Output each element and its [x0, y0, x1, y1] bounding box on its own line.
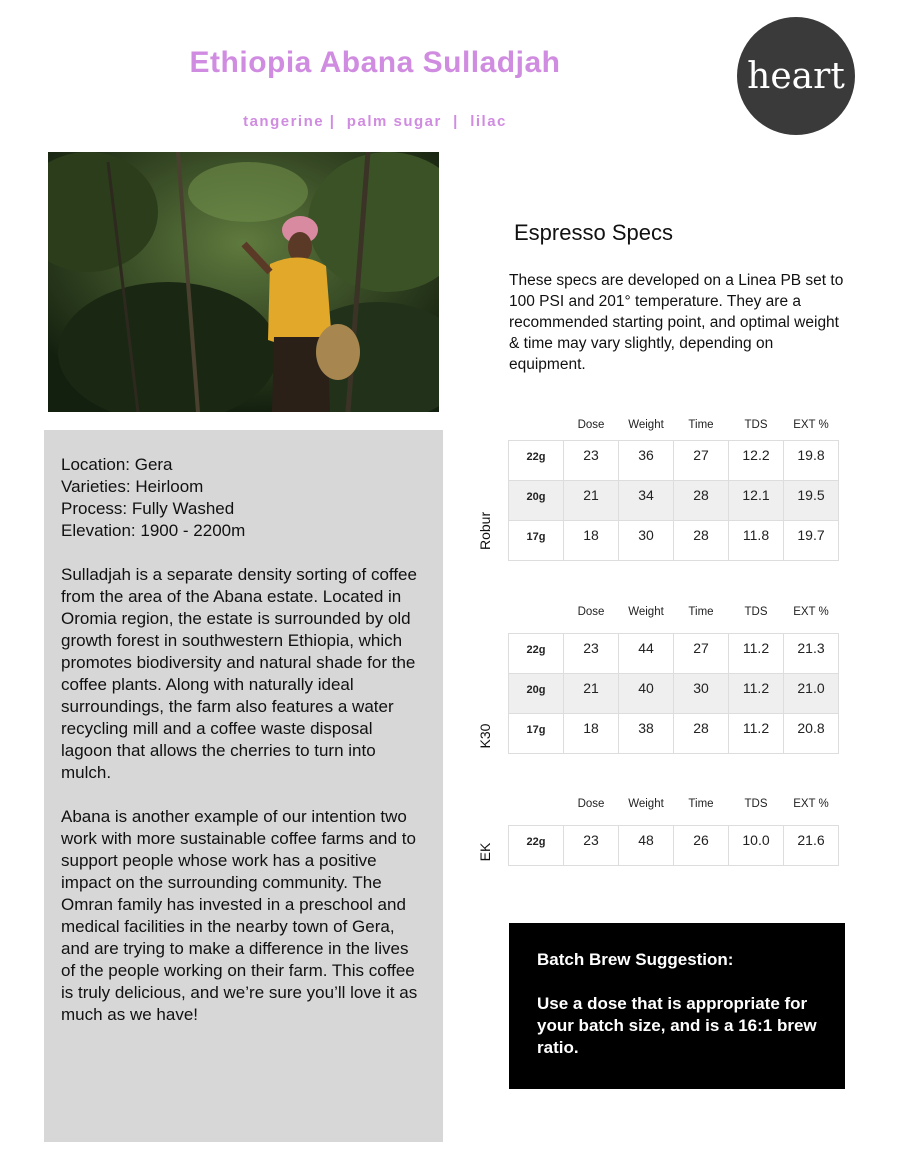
table-cell: 30	[674, 674, 729, 714]
dose-label: 20g	[509, 674, 564, 714]
table-row	[509, 521, 839, 561]
column-header: Time	[688, 606, 714, 618]
column-header: Time	[688, 419, 714, 431]
batch-brew-box	[509, 923, 845, 1089]
table-cell: 28	[674, 481, 729, 521]
grinder-label: Robur	[477, 511, 493, 550]
sustainability-paragraph: Abana is another example of our intention two work with more sustainable coffee farms and to support people whose work has a positive impact on the surrounding community. The Omran family has invested in a preschool and medical facilities in the nearby town of Gera, and are trying to make a difference in the lives of the people working on their farm. This coffee is truly delicious, and we’re sure you’ll love it as much as we have!	[61, 807, 418, 1024]
grinder-label: EK	[477, 842, 493, 862]
table-row	[509, 481, 839, 521]
table-cell: 23	[564, 826, 619, 866]
table-cell: 34	[619, 481, 674, 521]
origin-info-panel	[44, 430, 443, 1142]
logo-text: heart	[747, 55, 845, 97]
table-cell: 36	[619, 441, 674, 481]
column-header: Weight	[628, 798, 664, 810]
column-header: Dose	[577, 798, 605, 810]
table-cell: 44	[619, 634, 674, 674]
table-cell: 10.0	[729, 826, 784, 866]
table-cell: 40	[619, 674, 674, 714]
dose-label: 20g	[509, 481, 564, 521]
table-cell: 27	[674, 634, 729, 674]
table-cell: 20.8	[784, 714, 839, 754]
table-cell: 21.0	[784, 674, 839, 714]
table-row	[509, 674, 839, 714]
table-cell: 18	[564, 714, 619, 754]
column-header: TDS	[744, 798, 768, 810]
table-cell: 21	[564, 481, 619, 521]
table-row	[509, 826, 839, 866]
table-cell: 27	[674, 441, 729, 481]
dose-label: 22g	[509, 634, 564, 674]
column-header: TDS	[744, 419, 768, 431]
column-header: EXT %	[793, 419, 829, 431]
column-header: Weight	[628, 606, 664, 618]
table-row	[509, 714, 839, 754]
table-cell: 18	[564, 521, 619, 561]
table-row	[509, 441, 839, 481]
table-cell: 11.2	[729, 714, 784, 754]
farm-photo-illustration	[48, 152, 439, 412]
table-cell: 23	[564, 634, 619, 674]
farm-photo	[48, 152, 439, 412]
table-cell: 19.7	[784, 521, 839, 561]
column-header: Dose	[577, 606, 605, 618]
varieties-line: Varieties: Heirloom	[61, 477, 204, 496]
description-paragraph: Sulladjah is a separate density sorting of coffee from the area of the Abana estate. Located in Oromia region, the estate is surrounded by old growth forest in southwestern Ethiopia, which promotes biodiversity and natural shade for the coffee plants. Along with naturally ideal surroundings, the farm also features a water recycling mill and a coffee waste disposal lagoon that allows the cherries to turn into mulch.	[61, 565, 417, 782]
coffee-title: Ethiopia Abana Sulladjah	[189, 46, 561, 79]
table-cell: 19.5	[784, 481, 839, 521]
table-cell: 28	[674, 521, 729, 561]
espresso-specs-description: These specs are developed on a Linea PB set to 100 PSI and 201° temperature. They are a recommended starting point, and optimal weight & time may vary slightly, depending on equipment.	[509, 272, 844, 373]
column-header: EXT %	[793, 798, 829, 810]
dose-label: 22g	[509, 441, 564, 481]
grinder-label: K30	[477, 723, 493, 749]
table-cell: 12.1	[729, 481, 784, 521]
dose-label: 17g	[509, 521, 564, 561]
table-cell: 21	[564, 674, 619, 714]
column-header: Dose	[577, 419, 605, 431]
column-header: Time	[688, 798, 714, 810]
brand-logo	[737, 17, 855, 135]
location-line: Location: Gera	[61, 455, 173, 474]
table-cell: 11.2	[729, 674, 784, 714]
dose-label: 17g	[509, 714, 564, 754]
batch-brew-text: Use a dose that is appropriate for your batch size, and is a 16:1 brew ratio.	[537, 994, 817, 1057]
table-cell: 26	[674, 826, 729, 866]
table-cell: 21.6	[784, 826, 839, 866]
table-row	[509, 634, 839, 674]
espresso-specs-heading: Espresso Specs	[514, 220, 673, 245]
table-cell: 28	[674, 714, 729, 754]
table-cell: 12.2	[729, 441, 784, 481]
table-cell: 11.2	[729, 634, 784, 674]
table-cell: 48	[619, 826, 674, 866]
column-header: TDS	[744, 606, 768, 618]
dose-label: 22g	[509, 826, 564, 866]
table-cell: 30	[619, 521, 674, 561]
table-cell: 19.8	[784, 441, 839, 481]
elevation-line: Elevation: 1900 - 2200m	[61, 521, 246, 540]
table-cell: 23	[564, 441, 619, 481]
table-cell: 38	[619, 714, 674, 754]
tasting-notes: tangerine | palm sugar | lilac	[243, 113, 507, 130]
batch-brew-heading: Batch Brew Suggestion:	[537, 950, 734, 969]
column-header: EXT %	[793, 606, 829, 618]
table-cell: 11.8	[729, 521, 784, 561]
column-header: Weight	[628, 419, 664, 431]
process-line: Process: Fully Washed	[61, 499, 235, 518]
table-cell: 21.3	[784, 634, 839, 674]
